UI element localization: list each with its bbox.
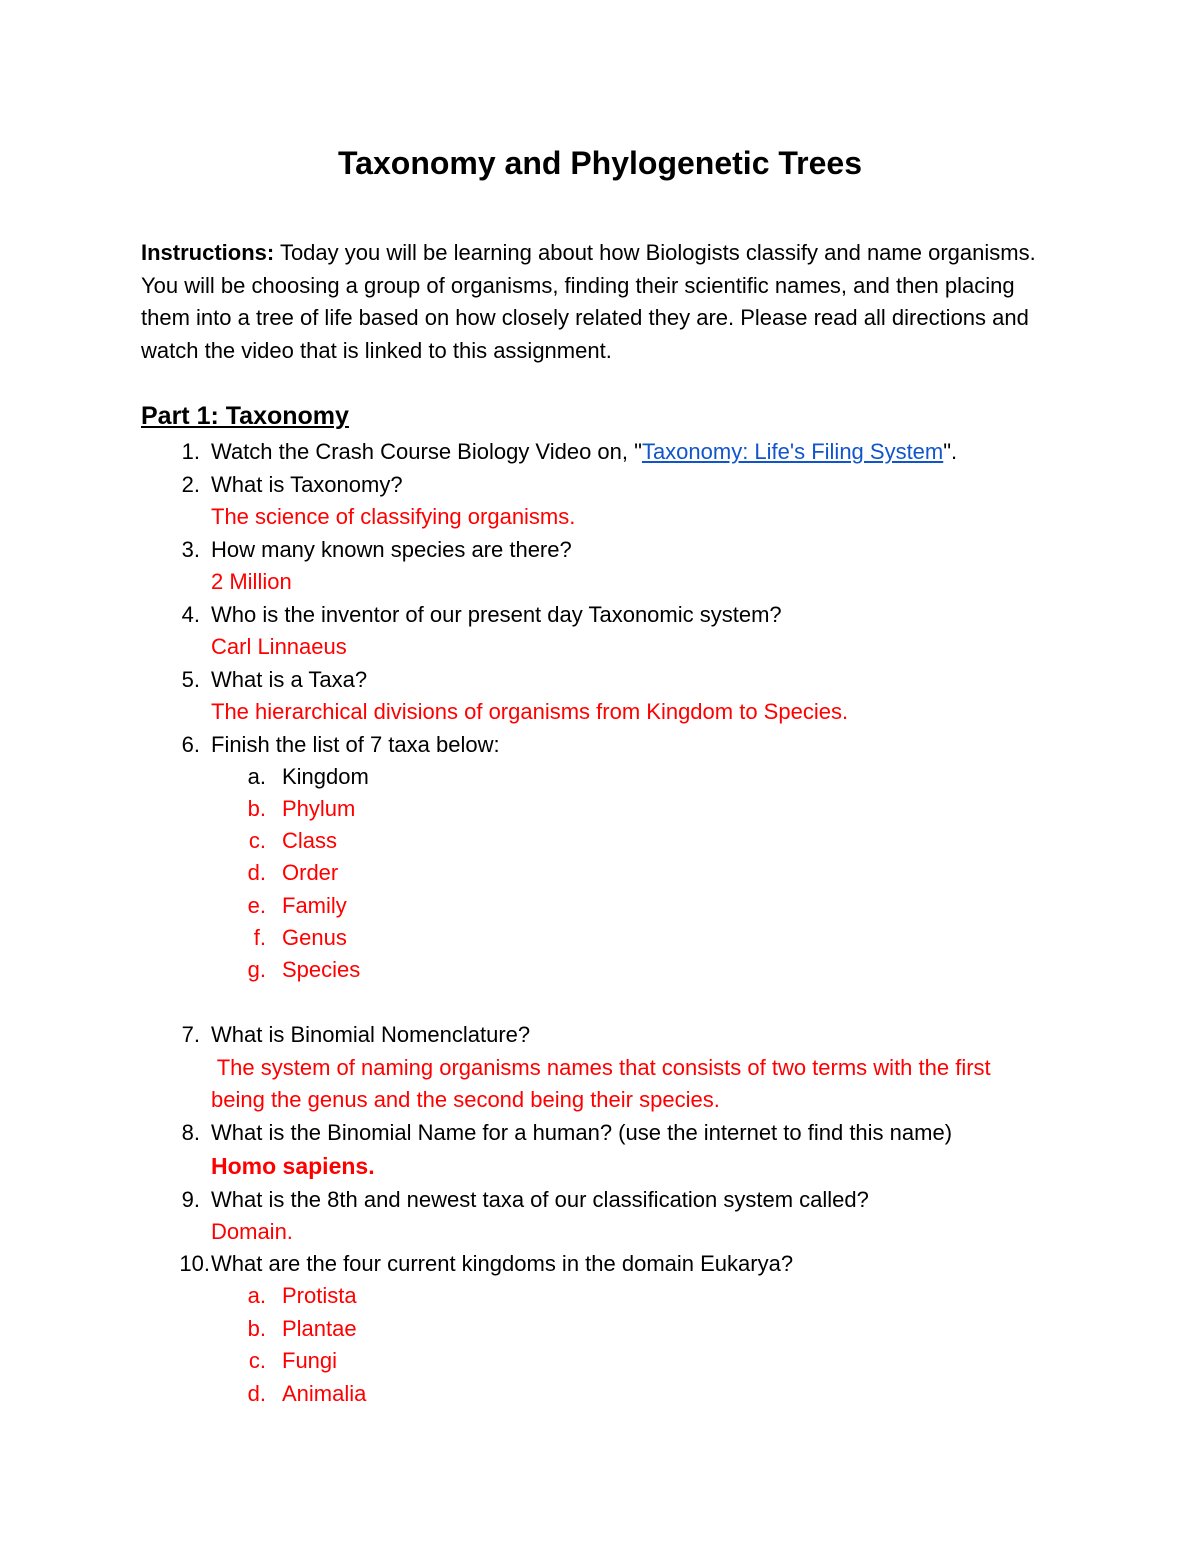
question-number: 10. [179,1251,210,1276]
item-letter: g. [247,957,266,982]
question-number: 2. [181,472,200,497]
item-letter: c. [248,828,266,853]
answer-text: The system of naming organisms names that consists of two terms with the first [211,1055,991,1080]
item-letter: b. [247,796,266,821]
question-number: 7. [181,1022,200,1047]
item-letter: d. [247,1381,266,1406]
question-text: Who is the inventor of our present day Taxonomic system? [211,602,782,627]
question-text: Watch the Crash Course Biology Video on, "Taxonomy: Life's Filing System". [211,439,958,464]
question-text: How many known species are there? [211,537,572,562]
question-text: Finish the list of 7 taxa below: [211,732,500,757]
question-text: What is Taxonomy? [211,472,403,497]
item-letter: a. [247,1283,266,1308]
question-text: What is Binomial Nomenclature? [211,1022,531,1047]
question-number: 6. [181,732,200,757]
question-number: 4. [181,602,200,627]
instructions-text: Today you will be learning about how Biologists classify and name organisms. You will be choosing a group of organisms, finding their scientific names, and then placing them into a tree of life based on how closely related they are. Please read all directions and watch the video that is linked to this assignment. [141,240,1036,363]
part1-heading: Part 1: Taxonomy [141,402,349,430]
item-text: Kingdom [282,764,369,789]
answer-text: 2 Million [211,569,292,594]
question-text: What is the Binomial Name for a human? (use the internet to find this name) [211,1120,953,1145]
question-number: 9. [181,1187,200,1212]
instructions-paragraph [141,237,1061,367]
item-letter: f. [253,925,266,950]
video-link[interactable]: Taxonomy: Life's Filing System [641,439,944,464]
question-number: 8. [181,1120,200,1145]
item-text: Family [282,893,347,918]
item-letter: b. [247,1316,266,1341]
instructions-label: Instructions: [141,240,275,265]
item-text: Order [282,860,339,885]
question-text: What is a Taxa? [211,667,368,692]
item-letter: e. [247,893,266,918]
item-letter: a. [247,764,266,789]
question-text: What is the 8th and newest taxa of our classification system called? [211,1187,869,1212]
item-text: Genus [282,925,347,950]
item-text: Plantae [282,1316,357,1341]
item-text: Protista [282,1283,357,1308]
answer-text: Domain. [211,1219,293,1244]
item-text: Species [282,957,361,982]
answer-text: Homo sapiens. [211,1153,375,1179]
question-number: 5. [181,667,200,692]
question-number: 3. [181,537,200,562]
answer-text: being the genus and the second being their species. [211,1087,720,1112]
item-letter: d. [247,860,266,885]
item-text: Animalia [282,1381,367,1406]
item-text: Fungi [282,1348,338,1373]
question-text: What are the four current kingdoms in the domain Eukarya? [211,1251,794,1276]
answer-text: Carl Linnaeus [211,634,347,659]
answer-text: The science of classifying organisms. [211,504,576,529]
item-text: Phylum [282,796,356,821]
question-number: 1. [181,439,200,464]
item-letter: c. [248,1348,266,1373]
answer-text: The hierarchical divisions of organisms from Kingdom to Species. [211,699,849,724]
item-text: Class [282,828,338,853]
document-title: Taxonomy and Phylogenetic Trees [338,145,862,181]
